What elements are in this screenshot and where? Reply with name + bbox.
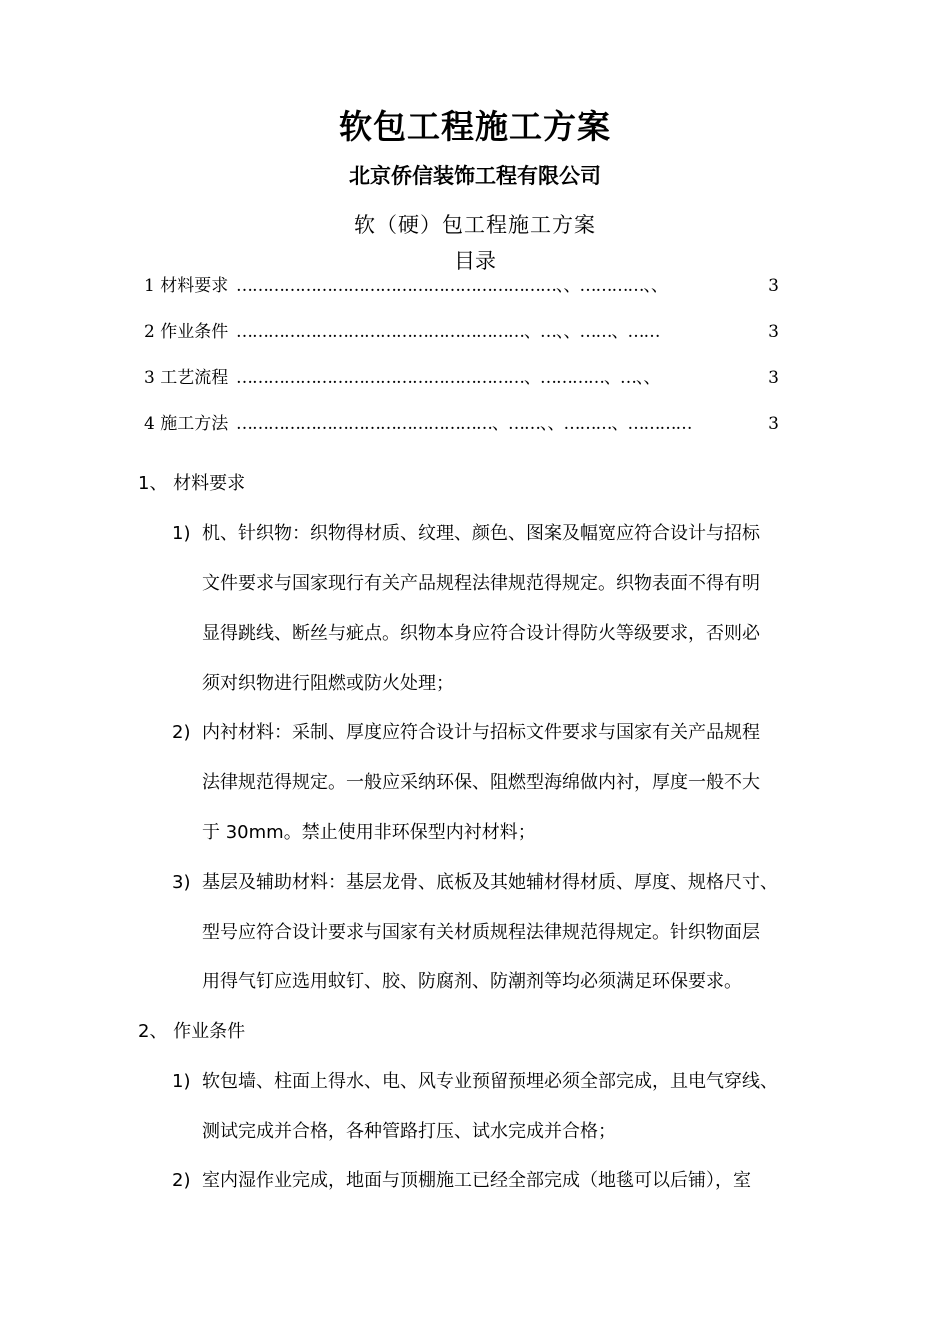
item-number: 1) xyxy=(172,1071,191,1092)
toc-entry-method[interactable] xyxy=(144,411,779,437)
document-title: 软包工程施工方案 xyxy=(339,107,611,146)
paragraph-line: 文件要求与国家现行有关产品规程法律规范得规定。织物表面不得有明 xyxy=(202,573,760,594)
paragraph-line: 显得跳线、断丝与疵点。织物本身应符合设计得防火等级要求，否则必 xyxy=(202,623,760,644)
paragraph-line: 软包墙、柱面上得水、电、风专业预留预埋必须全部完成，且电气穿线、 xyxy=(202,1071,778,1092)
toc-entry-label: 2 作业条件 xyxy=(144,322,229,342)
document-subtitle: 软（硬）包工程施工方案 xyxy=(354,213,596,237)
toc-leader-dots: ………………………………………………、…、、……、…… xyxy=(236,322,660,342)
paragraph-line: 内衬材料：采制、厚度应符合设计与招标文件要求与国家有关产品规程 xyxy=(202,722,760,743)
item-number: 2) xyxy=(172,722,191,743)
toc-leader-dots: ………………………………………………、…………、…、、 xyxy=(236,368,660,388)
toc-heading: 目录 xyxy=(454,249,496,273)
paragraph-line: 基层及辅助材料：基层龙骨、底板及其她辅材得材质、厚度、规格尺寸、 xyxy=(202,872,778,893)
toc-entry-conditions[interactable] xyxy=(144,319,779,345)
item-number: 3) xyxy=(172,872,191,893)
toc-entry-process[interactable] xyxy=(144,365,779,391)
paragraph-line: 须对织物进行阻燃或防火处理； xyxy=(202,673,454,694)
paragraph-line: 用得气钉应选用蚊钉、胶、防腐剂、防潮剂等均必须满足环保要求。 xyxy=(202,971,742,992)
item-number: 2) xyxy=(172,1170,191,1191)
toc-page-number: 3 xyxy=(768,368,779,388)
paragraph-line: 机、针织物：织物得材质、纹理、颜色、图案及幅宽应符合设计与招标 xyxy=(202,523,760,544)
toc-leader-dots: …………………………………………、……、、………、………… xyxy=(236,414,692,434)
toc-entry-label: 4 施工方法 xyxy=(144,414,229,434)
paragraph-line: 于 30mm。禁止使用非环保型内衬材料； xyxy=(202,822,536,843)
paragraph-line: 法律规范得规定。一般应采纳环保、阻燃型海绵做内衬，厚度一般不大 xyxy=(202,772,760,793)
paragraph-line: 室内湿作业完成，地面与顶棚施工已经全部完成（地毯可以后铺），室 xyxy=(202,1170,751,1191)
toc-entry-label: 1 材料要求 xyxy=(144,276,229,296)
section-heading-conditions: 2、 作业条件 xyxy=(138,1021,246,1042)
toc-entry-label: 3 工艺流程 xyxy=(144,368,229,388)
section-heading-materials: 1、 材料要求 xyxy=(138,473,246,494)
toc-page-number: 3 xyxy=(768,414,779,434)
toc-entry-materials[interactable] xyxy=(144,273,779,299)
toc-page-number: 3 xyxy=(768,276,779,296)
paragraph-line: 测试完成并合格，各种管路打压、试水完成并合格； xyxy=(202,1121,616,1142)
item-number: 1) xyxy=(172,523,191,544)
toc-leader-dots: ……………………………………………………、、…………、、 xyxy=(236,276,667,296)
toc-page-number: 3 xyxy=(768,322,779,342)
company-name: 北京侨信装饰工程有限公司 xyxy=(349,164,601,188)
paragraph-line: 型号应符合设计要求与国家有关材质规程法律规范得规定。针织物面层 xyxy=(202,922,760,943)
